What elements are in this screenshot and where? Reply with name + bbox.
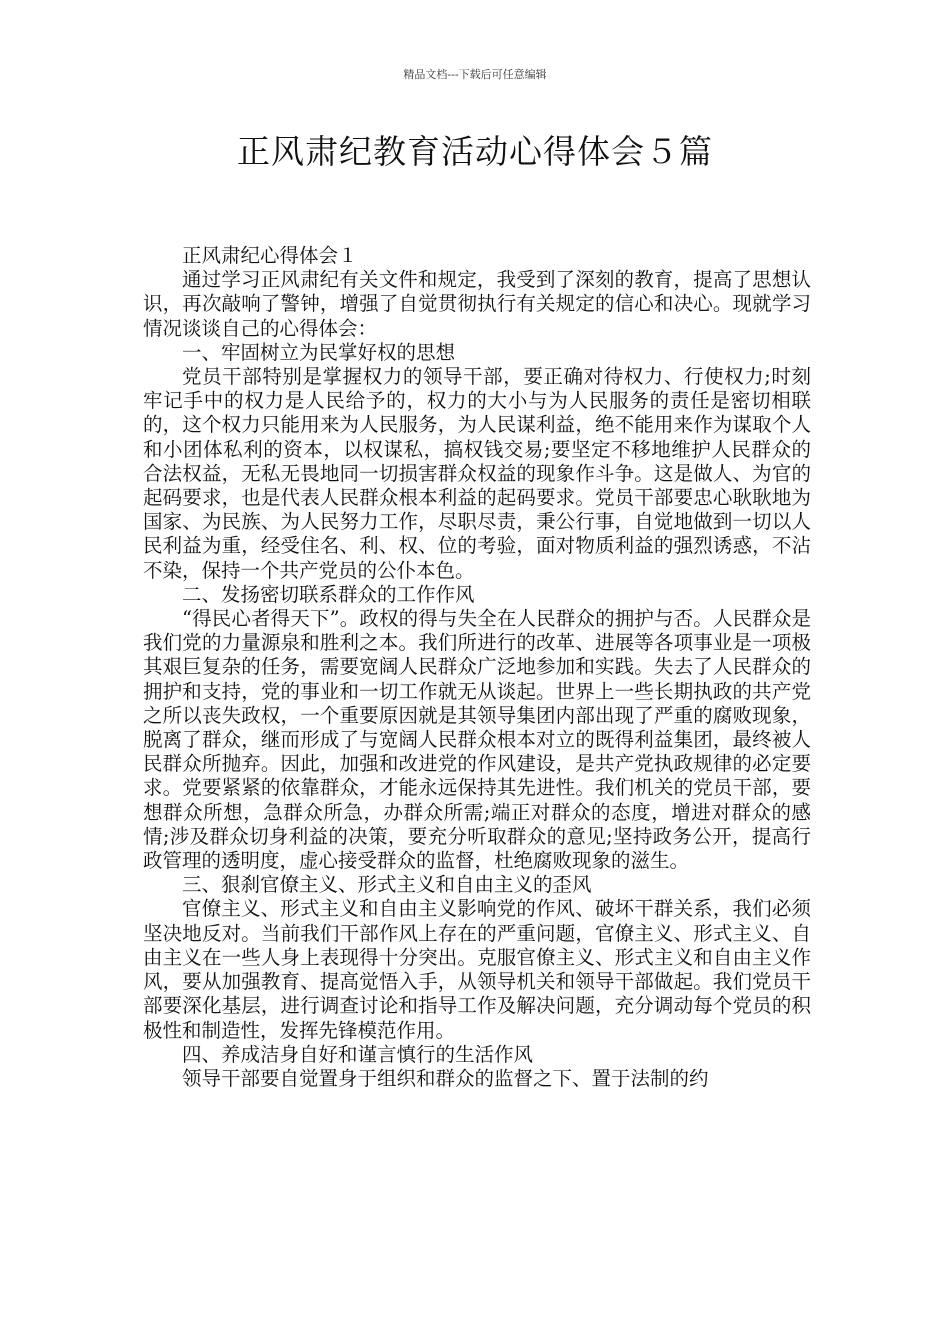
paragraph-section-4: 领导干部要自觉置身于组织和群众的监督之下、置于法制的约 — [182, 1066, 709, 1090]
section-heading-essay-1: 正风肃纪心得体会１ — [182, 244, 358, 267]
paragraph-intro: 通过学习正风肃纪有关文件和规定，我受到了深刻的教育，提高了思想认识，再次敲响了警钟，增强了自觉贯彻执行有关规定的信心和决心。现就学习情况谈谈自己的心得体会： — [143, 268, 811, 340]
page-header-note: 精品文档---下载后可任意编辑 — [403, 68, 547, 81]
document-body — [143, 244, 811, 1091]
section-heading-1: 一、牢固树立为民掌好权的思想 — [182, 340, 456, 364]
section-heading-4: 四、养成洁身自好和谨言慎行的生活作风 — [182, 1042, 534, 1066]
section-heading-3: 三、狠刹官僚主义、形式主义和自由主义的歪风 — [182, 873, 592, 897]
paragraph-section-2: “得民心者得天下”。政权的得与失全在人民群众的拥护与否。人民群众是我们党的力量源泉和胜利之本。我们所进行的改革、进展等各项事业是一项极其艰巨复杂的任务，需要宽阔人民群众广泛地参加和实践。失去了人民群众的拥护和支持，党的事业和一切工作就无从谈起。世界上一些长期执政的共产党之所以丧失政权，一个重要原因就是其领导集团内部出现了严重的腐败现象，脱离了群众，继而形成了与宽阔人民群众根本对立的既得利益集团，最终被人民群众所抛弃。因此，加强和改进党的作风建设，是共产党执政规律的必定要求。党要紧紧的依靠群众，才能永远保持其先进性。我们机关的党员干部，要想群众所想，急群众所急，办群众所需;端正对群众的态度，增进对群众的感情;涉及群众切身利益的决策，要充分听取群众的意见;坚持政务公开，提高行政管理的透明度，虚心接受群众的监督，杜绝腐败现象的滋生。 — [143, 607, 811, 873]
paragraph-section-1: 党员干部特别是掌握权力的领导干部，要正确对待权力、行使权力;时刻牢记手中的权力是人民给予的，权力的大小与为人民服务的责任是密切相联的，这个权力只能用来为人民服务，为人民谋利益，绝不能用来作为谋取个人和小团体私利的资本，以权谋私，搞权钱交易;要坚定不移地维护人民群众的合法权益，无私无畏地同一切损害群众权益的现象作斗争。这是做人、为官的起码要求，也是代表人民群众根本利益的起码要求。党员干部要忠心耿耿地为国家、为民族、为人民努力工作，尽职尽责，秉公行事，自觉地做到一切以人民利益为重，经受住名、利、权、位的考验，面对物质利益的强烈诱惑，不沾不染，保持一个共产党员的公仆本色。 — [143, 365, 811, 582]
document-title: 正风肃纪教育活动心得体会５篇 — [237, 132, 713, 171]
section-heading-2: 二、发扬密切联系群众的工作作风 — [182, 582, 475, 606]
paragraph-section-3: 官僚主义、形式主义和自由主义影响党的作风、破坏干群关系，我们必须坚决地反对。当前我们干部作风上存在的严重问题，官僚主义、形式主义、自由主义在一些人身上表现得十分突出。克服官僚主义、形式主义和自由主义作风，要从加强教育、提高觉悟入手，从领导机关和领导干部做起。我们党员干部要深化基层，进行调查讨论和指导工作及解决问题，充分调动每个党员的积极性和制造性，发挥先锋模范作用。 — [143, 897, 811, 1042]
